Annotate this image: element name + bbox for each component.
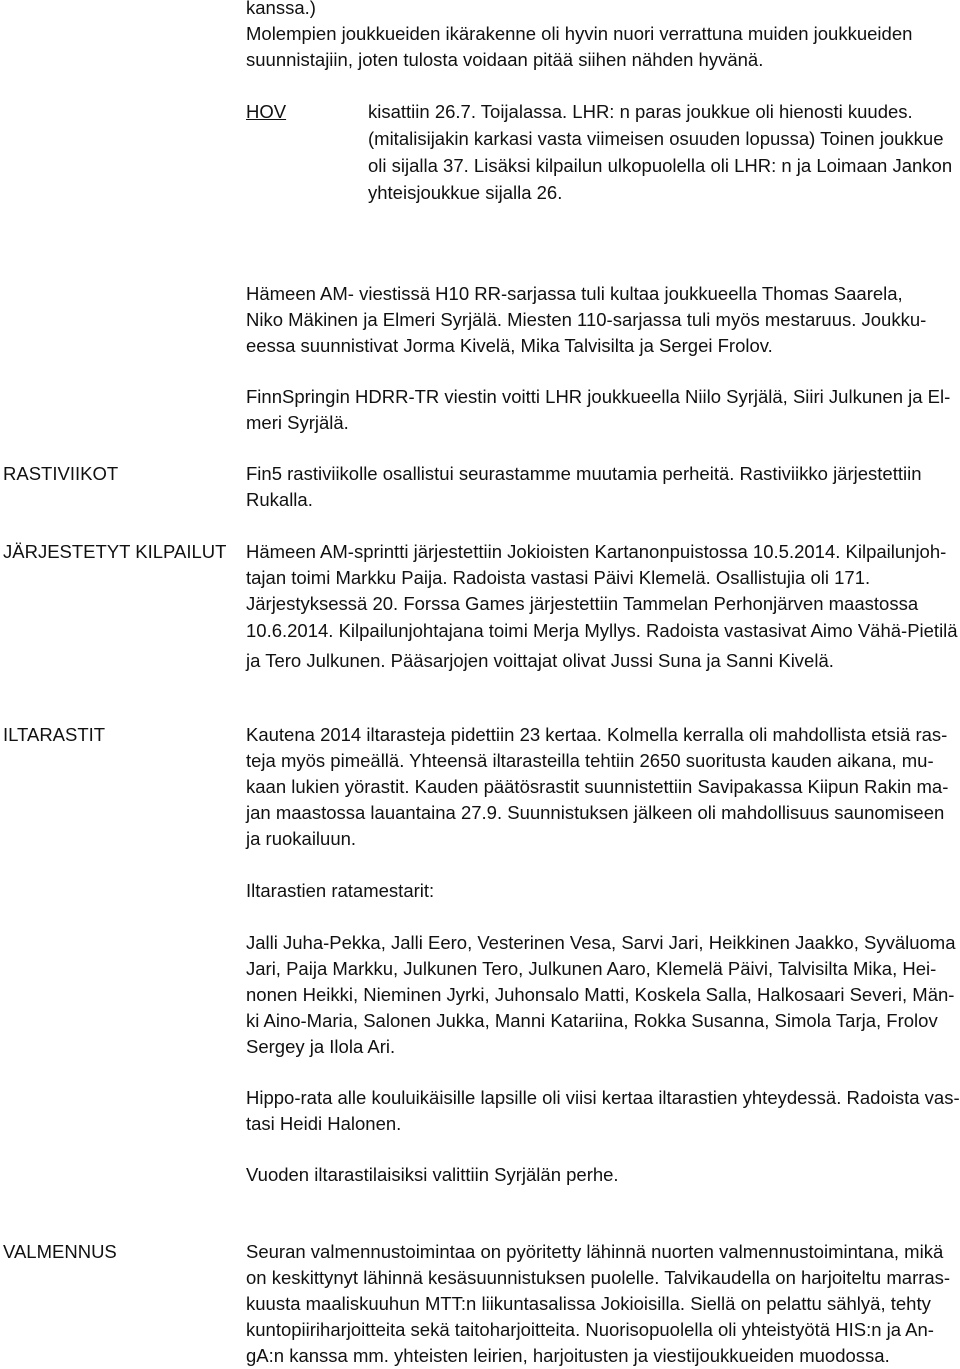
text-line: Hämeen AM- viestissä H10 RR-sarjassa tuli kultaa joukkueella Thomas Saarela, — [246, 283, 903, 304]
text-line: ja ruokailuun. — [246, 828, 357, 849]
text-line: Vuoden iltarastilaisiksi valittiin Syrjälän perhe. — [246, 1164, 619, 1185]
text-line: eessa suunnistivat Jorma Kivelä, Mika Talvisilta ja Sergei Frolov. — [246, 335, 773, 356]
text-line: jan maastossa lauantaina 27.9. Suunnistuksen jälkeen oli mahdollisuus saunomiseen — [246, 802, 945, 823]
iltarastit-label: ILTARASTIT — [3, 724, 106, 745]
text-line: Seuran valmennustoimintaa on pyöritetty lähinnä nuorten valmennustoimintana, mikä — [246, 1241, 944, 1262]
text-line: on keskittynyt lähinnä kesäsuunnistuksen puolelle. Talvikaudella on harjoiteltu marras- — [246, 1267, 951, 1288]
text-line: Fin5 rastiviikolle osallistui seurastamme muutamia perheitä. Rastiviikko järjestettiin — [246, 463, 922, 484]
text-line: ki Aino-Maria, Salonen Jukka, Manni Katariina, Rokka Susanna, Simola Tarja, Frolov — [246, 1010, 938, 1031]
text-line: tasi Heidi Halonen. — [246, 1113, 402, 1134]
text-line: kuntopiiriharjoitteita sekä taitoharjoitteita. Nuorisopuolella oli yhteistyötä HIS:n ja An- — [246, 1319, 934, 1340]
text-line: meri Syrjälä. — [246, 412, 349, 433]
text-line: Niko Mäkinen ja Elmeri Syrjälä. Miesten 110-sarjassa tuli myös mestaruus. Joukku- — [246, 309, 927, 330]
hov-label: HOV — [246, 101, 287, 122]
text-line: Jari, Paija Markku, Julkunen Tero, Julkunen Aaro, Klemelä Päivi, Talvisilta Mika, Hei- — [246, 958, 937, 979]
text-line: Sergey ja Ilola Ari. — [246, 1036, 396, 1057]
text-line: Hämeen AM-sprintti järjestettiin Jokioisten Kartanonpuistossa 10.5.2014. Kilpailunjoh- — [246, 541, 947, 562]
text-line: kanssa.) — [246, 0, 316, 18]
kilpailut-label: JÄRJESTETYT KILPAILUT — [3, 541, 227, 562]
text-line: gA:n kanssa mm. yhteisten leirien, harjoitusten ja viestijoukkueiden muodossa. — [246, 1345, 890, 1366]
text-line: kisattiin 26.7. Toijalassa. LHR: n paras joukkue oli hienosti kuudes. — [368, 101, 913, 122]
text-line: ja Tero Julkunen. Pääsarjojen voittajat olivat Jussi Suna ja Sanni Kivelä. — [246, 650, 834, 671]
ratamestarit-heading: Iltarastien ratamestarit: — [246, 880, 435, 901]
text-line: Jalli Juha-Pekka, Jalli Eero, Vesterinen Vesa, Sarvi Jari, Heikkinen Jaakko, Syväluoma — [246, 932, 956, 953]
text-line: FinnSpringin HDRR-TR viestin voitti LHR joukkueella Niilo Syrjälä, Siiri Julkunen ja El- — [246, 386, 951, 407]
text-line: teja myös pimeällä. Yhteensä iltarasteilla tehtiin 2650 suoritusta kauden aikana, mu- — [246, 750, 934, 771]
text-line: Rukalla. — [246, 489, 313, 510]
text-line: Molempien joukkueiden ikärakenne oli hyvin nuori verrattuna muiden joukkueiden — [246, 23, 913, 44]
text-line: Hippo-rata alle kouluikäisille lapsille oli viisi kertaa iltarastien yhteydessä. Radoista vas- — [246, 1087, 960, 1108]
text-line: (mitalisijakin karkasi vasta viimeisen osuuden lopussa) Toinen joukkue — [368, 128, 944, 149]
text-line: kuusta maaliskuuhun MTT:n liikuntasalissa Jokioisilla. Siellä on pelattu sählyä, tehty — [246, 1293, 931, 1314]
text-line: oli sijalla 37. Lisäksi kilpailun ulkopuolella oli LHR: n ja Loimaan Jankon — [368, 155, 953, 176]
text-line: Järjestyksessä 20. Forssa Games järjestettiin Tammelan Perhonjärven maastossa — [246, 593, 919, 614]
rastiviikot-label: RASTIVIIKOT — [3, 463, 119, 484]
text-line: kaan lukien yörastit. Kauden päätösrastit suunnistettiin Savipakassa Kiipun Rakin ma- — [246, 776, 949, 797]
text-line: 10.6.2014. Kilpailunjohtajana toimi Merja Myllys. Radoista vastasivat Aimo Vähä-Pietilä — [246, 620, 958, 641]
text-line: suunnistajiin, joten tulosta voidaan pitää siihen nähden hyvänä. — [246, 49, 764, 70]
text-line: nonen Heikki, Nieminen Jyrki, Juhonsalo Matti, Koskela Salla, Halkosaari Severi, Män- — [246, 984, 955, 1005]
text-line: yhteisjoukkue sijalla 26. — [368, 182, 563, 203]
text-line: Kautena 2014 iltarasteja pidettiin 23 kertaa. Kolmella kerralla oli mahdollista etsiä ras- — [246, 724, 948, 745]
text-line: tajan toimi Markku Paija. Radoista vastasi Päivi Klemelä. Osallistujia oli 171. — [246, 567, 871, 588]
valmennus-label: VALMENNUS — [3, 1241, 117, 1262]
